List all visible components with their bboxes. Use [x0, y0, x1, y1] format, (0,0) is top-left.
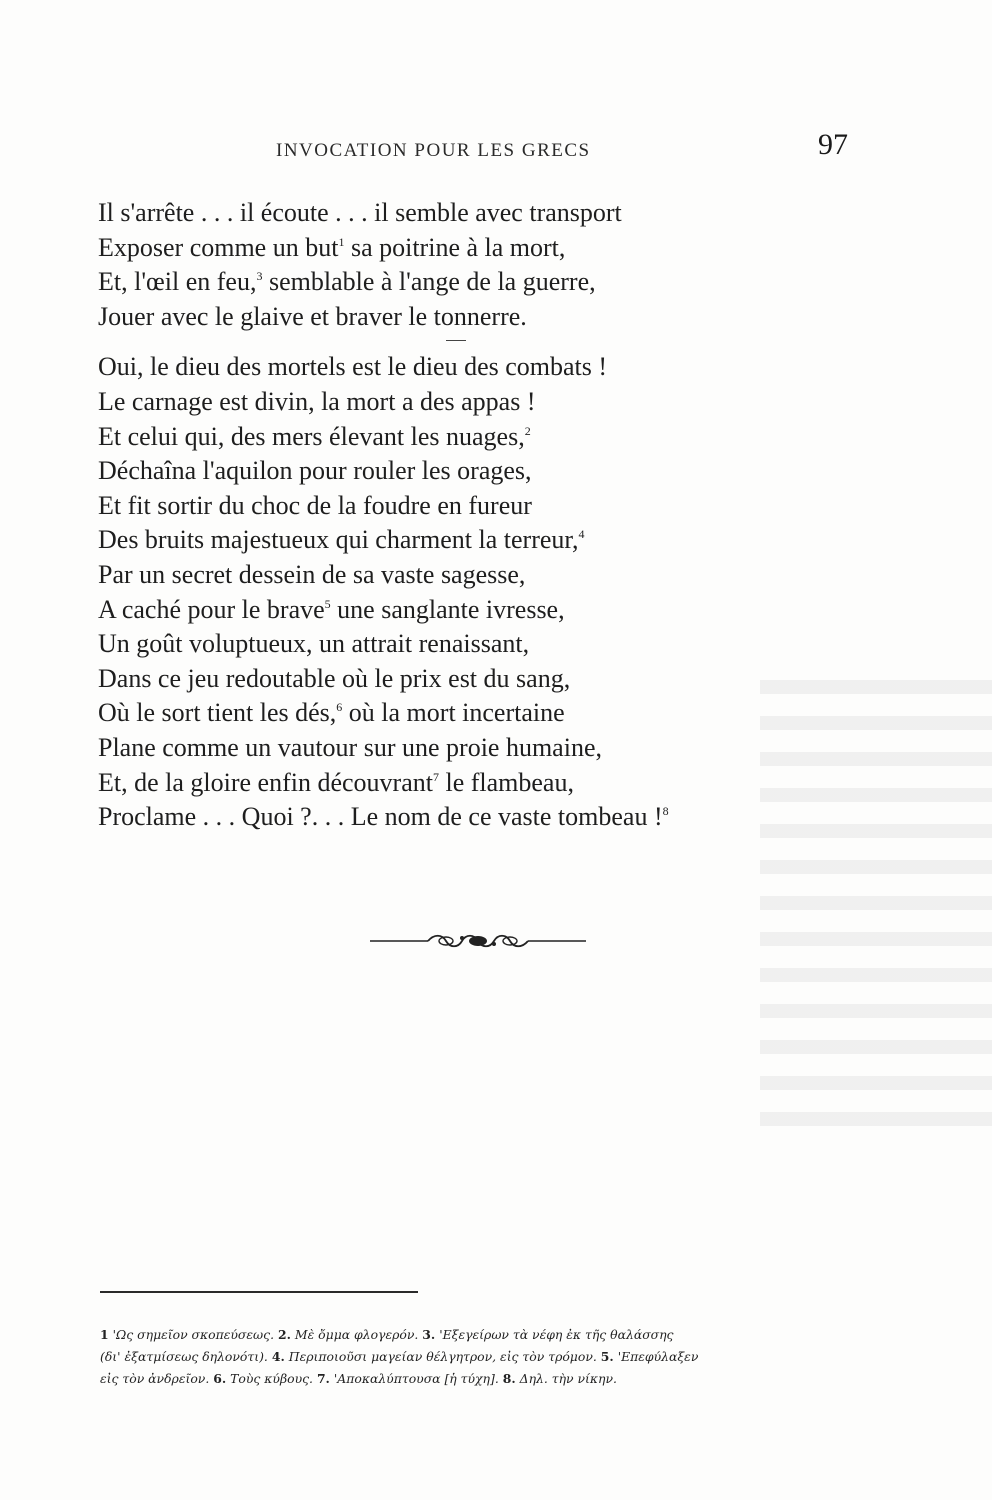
- verse-line: [98, 800, 798, 835]
- footnote-text: 'Αποκαλύπτουσα [ἡ τύχη].: [333, 1371, 499, 1386]
- footnote-ref: 1: [338, 234, 345, 249]
- verse-line: [98, 231, 798, 266]
- verse-text: le flambeau,: [438, 767, 574, 797]
- footnote-text: Δηλ. τὴν νίκην.: [519, 1371, 617, 1386]
- verse-text: Des bruits majestueux qui charment la terreur,: [98, 525, 579, 555]
- footnote-ref: 4: [578, 527, 585, 542]
- footnote-line: [100, 1324, 880, 1346]
- verse-text: une sanglante ivresse,: [330, 594, 565, 624]
- footnote-text: 'Εξεγείρων τὰ νέφη ἐκ τῆς θαλάσσης: [439, 1327, 674, 1342]
- footnote-ref: 2: [524, 423, 531, 438]
- footnote-number: 3.: [422, 1327, 436, 1342]
- verse-text: Où le sort tient les dés,: [98, 698, 337, 728]
- footnote-text: εἰς τὸν ἀνδρεῖον.: [100, 1371, 210, 1386]
- stanza-1: [98, 196, 798, 334]
- verse-line: Oui, le dieu des mortels est le dieu des combats !: [98, 352, 608, 382]
- stanza-2: [98, 350, 798, 834]
- verse-line: Un goût voluptueux, un attrait renaissant,: [98, 629, 530, 659]
- footnote-line: [100, 1346, 880, 1368]
- footnote-text: 'Επεφύλαξεν: [617, 1349, 699, 1364]
- verse-line: [98, 523, 798, 558]
- verse-text: sa poitrine à la mort,: [344, 232, 566, 262]
- verse-line: [98, 265, 798, 300]
- footnote-ref: 3: [256, 269, 263, 284]
- verse-line: Dans ce jeu redoutable où le prix est du sang,: [98, 663, 571, 693]
- footnote-number: 8.: [502, 1371, 516, 1386]
- verse-text: Et, de la gloire enfin découvrant: [98, 767, 433, 797]
- verse-line: [98, 420, 798, 455]
- verse-text: A caché pour le brave: [98, 594, 325, 624]
- verse-line: Jouer avec le glaive et braver le tonnerre.: [98, 301, 527, 331]
- footnote-ref: 7: [432, 769, 439, 784]
- verse-line: Plane comme un vautour sur une proie humaine,: [98, 732, 602, 762]
- footnotes: [100, 1324, 880, 1390]
- footnote-text: 'Ως σημεῖον σκοπεύσεως.: [112, 1327, 275, 1342]
- verse-line: Déchaîna l'aquilon pour rouler les orages,: [98, 456, 532, 486]
- poem: [98, 196, 798, 835]
- verse-line: Et fit sortir du choc de la foudre en fureur: [98, 490, 532, 520]
- footnote-text: Μὲ ὄμμα φλογερόν.: [294, 1327, 419, 1342]
- footnote-ref: 8: [662, 804, 669, 819]
- footnote-number: 2.: [277, 1327, 291, 1342]
- verse-text: Exposer comme un but: [98, 232, 339, 262]
- footnote-number: 4.: [271, 1349, 285, 1364]
- page-number: 97: [818, 128, 848, 161]
- footnote-number: 6.: [213, 1371, 227, 1386]
- footnote-text: (δι' ἐξατμίσεως δηλονότι).: [100, 1349, 268, 1364]
- footnote-number: 5.: [600, 1349, 614, 1364]
- stanza-separator: [446, 340, 466, 342]
- verse-text: Proclame . . . Quoi ?. . . Le nom de ce vaste tombeau !: [98, 802, 663, 832]
- verse-line: Par un secret dessein de sa vaste sagesse,: [98, 559, 526, 589]
- verse-line: [98, 766, 798, 801]
- verse-line: [98, 696, 798, 731]
- footnote-ref: 5: [324, 596, 331, 611]
- verse-text: où la mort incertaine: [342, 698, 565, 728]
- footnote-line: [100, 1368, 880, 1390]
- footnote-number: 7.: [316, 1371, 330, 1386]
- footnote-divider: [100, 1291, 418, 1293]
- verse-line: [98, 593, 798, 628]
- running-title: INVOCATION POUR LES GRECS: [276, 140, 591, 161]
- verse-text: Et, l'œil en feu,: [98, 267, 257, 297]
- footnote-text: Τοὺς κύβους.: [230, 1371, 313, 1386]
- verse-text: Et celui qui, des mers élevant les nuages,: [98, 421, 525, 451]
- verse-line: Le carnage est divin, la mort a des appas !: [98, 386, 536, 416]
- footnote-text: Περιποιοῦσι μαγείαν θέλγητρον, εἰς τὸν τρόμον.: [288, 1349, 597, 1364]
- tailpiece-ornament-icon: [370, 930, 586, 952]
- footnote-ref: 6: [336, 700, 343, 715]
- verse-text: semblable à l'ange de la guerre,: [262, 267, 596, 297]
- footnote-number: 1: [100, 1327, 109, 1342]
- verse-line: Il s'arrête . . . il écoute . . . il semble avec transport: [98, 198, 622, 227]
